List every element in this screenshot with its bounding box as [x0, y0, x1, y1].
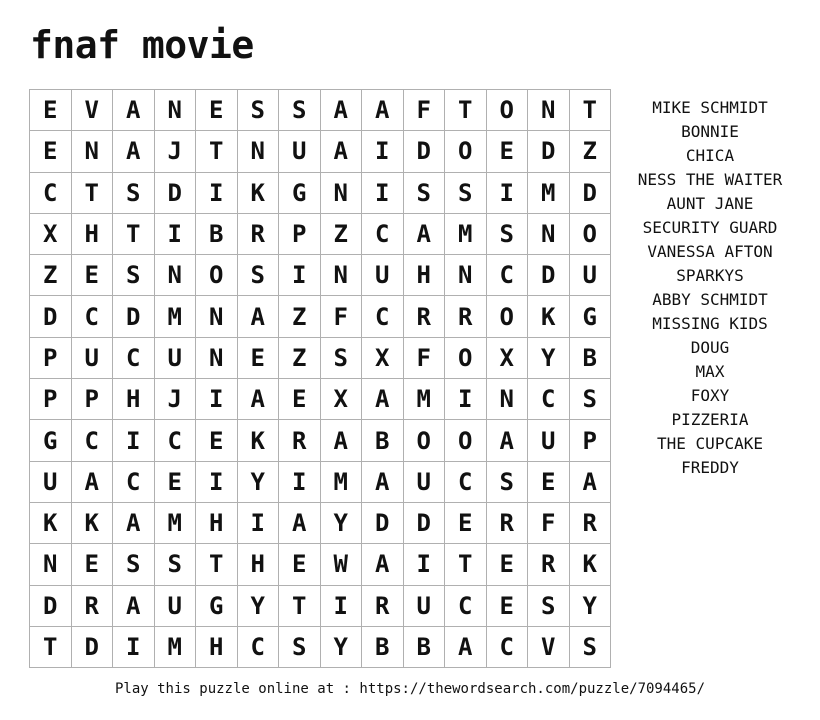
grid-cell: C: [528, 379, 570, 420]
grid-cell: N: [238, 131, 280, 172]
grid-cell: O: [445, 131, 487, 172]
grid-cell: S: [487, 462, 529, 503]
footer-link-text: Play this puzzle online at : https://thewordsearch.com/puzzle/7094465/: [114, 681, 705, 697]
grid-cell: N: [487, 379, 529, 420]
grid-cell: K: [238, 420, 280, 461]
grid-cell: I: [155, 214, 197, 255]
grid-cell: U: [279, 131, 321, 172]
word-list-item: THE CUPCAKE: [657, 434, 763, 453]
grid-cell: J: [155, 131, 197, 172]
grid-cell: S: [238, 90, 280, 131]
grid-cell: K: [528, 296, 570, 337]
grid-cell: P: [279, 214, 321, 255]
grid-cell: H: [72, 214, 114, 255]
grid-cell: A: [321, 420, 363, 461]
grid-cell: T: [72, 173, 114, 214]
grid-cell: C: [487, 255, 529, 296]
grid-cell: A: [321, 131, 363, 172]
grid-cell: A: [113, 90, 155, 131]
grid-cell: A: [570, 462, 612, 503]
grid-cell: I: [279, 462, 321, 503]
grid-cell: Z: [321, 214, 363, 255]
grid-cell: M: [321, 462, 363, 503]
grid-cell: Z: [570, 131, 612, 172]
grid-cell: N: [528, 90, 570, 131]
grid-cell: S: [279, 90, 321, 131]
grid-cell: X: [30, 214, 72, 255]
grid-cell: A: [72, 462, 114, 503]
grid-cell: A: [404, 214, 446, 255]
word-list-item: DOUG: [690, 338, 730, 357]
grid-cell: Y: [321, 503, 363, 544]
grid-cell: I: [113, 627, 155, 668]
letter-grid: [29, 89, 611, 668]
grid-cell: I: [196, 462, 238, 503]
grid-cell: I: [321, 586, 363, 627]
grid-cell: E: [487, 586, 529, 627]
grid-cell: P: [30, 338, 72, 379]
grid-cell: T: [445, 90, 487, 131]
grid-cell: D: [528, 131, 570, 172]
grid-cell: A: [445, 627, 487, 668]
grid-cell: S: [113, 255, 155, 296]
grid-cell: C: [113, 338, 155, 379]
grid-cell: S: [279, 627, 321, 668]
grid-cell: I: [362, 173, 404, 214]
grid-cell: D: [155, 173, 197, 214]
grid-cell: A: [113, 131, 155, 172]
grid-cell: U: [155, 338, 197, 379]
grid-cell: O: [445, 420, 487, 461]
grid-cell: U: [72, 338, 114, 379]
grid-cell: P: [72, 379, 114, 420]
grid-cell: K: [72, 503, 114, 544]
grid-cell: E: [528, 462, 570, 503]
grid-cell: U: [155, 586, 197, 627]
grid-cell: E: [72, 255, 114, 296]
grid-cell: S: [404, 173, 446, 214]
grid-cell: N: [321, 255, 363, 296]
grid-cell: D: [362, 503, 404, 544]
grid-cell: S: [528, 586, 570, 627]
grid-cell: Y: [570, 586, 612, 627]
grid-cell: N: [155, 90, 197, 131]
grid-cell: N: [528, 214, 570, 255]
grid-cell: P: [30, 379, 72, 420]
grid-cell: O: [487, 296, 529, 337]
grid-cell: S: [487, 214, 529, 255]
grid-cell: V: [72, 90, 114, 131]
grid-cell: D: [30, 586, 72, 627]
grid-cell: B: [196, 214, 238, 255]
grid-cell: H: [404, 255, 446, 296]
grid-cell: F: [528, 503, 570, 544]
grid-cell: D: [570, 173, 612, 214]
grid-cell: H: [238, 544, 280, 585]
grid-cell: U: [528, 420, 570, 461]
grid-cell: S: [113, 544, 155, 585]
grid-cell: S: [321, 338, 363, 379]
grid-cell: C: [30, 173, 72, 214]
grid-cell: D: [30, 296, 72, 337]
grid-cell: Z: [279, 296, 321, 337]
grid-cell: U: [570, 255, 612, 296]
grid-cell: C: [72, 296, 114, 337]
grid-cell: O: [570, 214, 612, 255]
grid-cell: V: [528, 627, 570, 668]
grid-cell: T: [570, 90, 612, 131]
word-list-item: SPARKYS: [676, 266, 744, 285]
grid-cell: T: [196, 131, 238, 172]
grid-cell: S: [445, 173, 487, 214]
grid-cell: B: [362, 627, 404, 668]
word-list-item: BONNIE: [681, 122, 739, 141]
grid-cell: T: [279, 586, 321, 627]
grid-cell: H: [113, 379, 155, 420]
grid-cell: P: [570, 420, 612, 461]
grid-cell: O: [196, 255, 238, 296]
grid-cell: I: [487, 173, 529, 214]
grid-cell: E: [155, 462, 197, 503]
word-list-item: CHICA: [685, 146, 735, 165]
grid-cell: B: [362, 420, 404, 461]
grid-cell: N: [445, 255, 487, 296]
grid-cell: Y: [528, 338, 570, 379]
grid-cell: E: [196, 90, 238, 131]
word-list-item: MISSING KIDS: [652, 314, 768, 333]
grid-cell: C: [155, 420, 197, 461]
grid-cell: Z: [30, 255, 72, 296]
grid-cell: A: [238, 296, 280, 337]
grid-cell: E: [196, 420, 238, 461]
grid-cell: U: [30, 462, 72, 503]
word-list: [620, 96, 800, 480]
grid-cell: G: [279, 173, 321, 214]
grid-cell: S: [570, 379, 612, 420]
puzzle-title: fnaf movie: [30, 23, 254, 67]
grid-cell: K: [30, 503, 72, 544]
grid-cell: I: [404, 544, 446, 585]
grid-cell: D: [113, 296, 155, 337]
grid-cell: H: [196, 503, 238, 544]
word-list-item: SECURITY GUARD: [642, 218, 778, 237]
grid-cell: I: [113, 420, 155, 461]
word-list-item: FREDDY: [681, 458, 739, 477]
grid-cell: E: [238, 338, 280, 379]
grid-cell: Y: [238, 586, 280, 627]
grid-cell: I: [445, 379, 487, 420]
grid-cell: E: [487, 544, 529, 585]
grid-cell: D: [404, 503, 446, 544]
grid-cell: W: [321, 544, 363, 585]
grid-cell: C: [72, 420, 114, 461]
grid-cell: E: [30, 131, 72, 172]
grid-cell: K: [238, 173, 280, 214]
grid-cell: O: [404, 420, 446, 461]
grid-cell: I: [238, 503, 280, 544]
grid-cell: U: [404, 462, 446, 503]
grid-cell: E: [30, 90, 72, 131]
grid-cell: C: [113, 462, 155, 503]
grid-cell: A: [362, 90, 404, 131]
grid-cell: A: [321, 90, 363, 131]
word-list-item: FOXY: [690, 386, 730, 405]
grid-cell: M: [528, 173, 570, 214]
word-list-item: VANESSA AFTON: [647, 242, 773, 261]
grid-cell: U: [404, 586, 446, 627]
word-list-item: MIKE SCHMIDT: [652, 98, 768, 117]
grid-cell: I: [196, 173, 238, 214]
grid-cell: D: [528, 255, 570, 296]
grid-cell: B: [404, 627, 446, 668]
grid-cell: X: [362, 338, 404, 379]
grid-cell: I: [196, 379, 238, 420]
grid-cell: N: [196, 296, 238, 337]
grid-cell: C: [362, 214, 404, 255]
grid-cell: T: [196, 544, 238, 585]
grid-cell: G: [196, 586, 238, 627]
grid-cell: X: [487, 338, 529, 379]
grid-cell: E: [487, 131, 529, 172]
grid-cell: B: [570, 338, 612, 379]
grid-cell: S: [238, 255, 280, 296]
grid-cell: N: [72, 131, 114, 172]
grid-cell: R: [72, 586, 114, 627]
grid-cell: N: [155, 255, 197, 296]
grid-cell: A: [279, 503, 321, 544]
grid-cell: R: [362, 586, 404, 627]
grid-cell: K: [570, 544, 612, 585]
grid-cell: N: [196, 338, 238, 379]
grid-cell: E: [279, 544, 321, 585]
grid-cell: H: [196, 627, 238, 668]
grid-cell: C: [238, 627, 280, 668]
grid-cell: R: [404, 296, 446, 337]
grid-cell: Y: [321, 627, 363, 668]
grid-cell: D: [72, 627, 114, 668]
word-list-item: ABBY SCHMIDT: [652, 290, 768, 309]
grid-cell: R: [528, 544, 570, 585]
grid-cell: Z: [279, 338, 321, 379]
grid-cell: C: [487, 627, 529, 668]
grid-cell: C: [362, 296, 404, 337]
grid-cell: F: [404, 338, 446, 379]
grid-cell: F: [404, 90, 446, 131]
grid-cell: O: [487, 90, 529, 131]
grid-cell: E: [445, 503, 487, 544]
grid-cell: R: [487, 503, 529, 544]
word-list-item: PIZZERIA: [671, 410, 749, 429]
grid-cell: R: [570, 503, 612, 544]
grid-cell: R: [238, 214, 280, 255]
grid-cell: A: [362, 544, 404, 585]
grid-cell: O: [445, 338, 487, 379]
grid-cell: M: [155, 296, 197, 337]
grid-cell: I: [279, 255, 321, 296]
grid-cell: M: [155, 627, 197, 668]
grid-cell: C: [445, 462, 487, 503]
grid-cell: A: [113, 586, 155, 627]
grid-cell: T: [30, 627, 72, 668]
grid-cell: E: [279, 379, 321, 420]
grid-cell: N: [321, 173, 363, 214]
grid-cell: S: [570, 627, 612, 668]
grid-cell: T: [113, 214, 155, 255]
grid-cell: A: [362, 462, 404, 503]
grid-cell: F: [321, 296, 363, 337]
grid-cell: A: [238, 379, 280, 420]
grid-cell: N: [30, 544, 72, 585]
grid-cell: M: [404, 379, 446, 420]
grid-cell: M: [155, 503, 197, 544]
grid-cell: E: [72, 544, 114, 585]
grid-cell: I: [362, 131, 404, 172]
grid-cell: S: [155, 544, 197, 585]
grid-cell: A: [487, 420, 529, 461]
grid-cell: X: [321, 379, 363, 420]
grid-cell: R: [279, 420, 321, 461]
grid-cell: G: [570, 296, 612, 337]
word-list-item: NESS THE WAITER: [637, 170, 783, 189]
grid-cell: C: [445, 586, 487, 627]
grid-cell: T: [445, 544, 487, 585]
grid-cell: J: [155, 379, 197, 420]
grid-cell: D: [404, 131, 446, 172]
grid-cell: R: [445, 296, 487, 337]
grid-cell: Y: [238, 462, 280, 503]
grid-cell: S: [113, 173, 155, 214]
grid-cell: U: [362, 255, 404, 296]
word-list-item: AUNT JANE: [666, 194, 754, 213]
grid-cell: A: [113, 503, 155, 544]
grid-cell: G: [30, 420, 72, 461]
grid-cell: A: [362, 379, 404, 420]
grid-cell: M: [445, 214, 487, 255]
word-list-item: MAX: [695, 362, 725, 381]
